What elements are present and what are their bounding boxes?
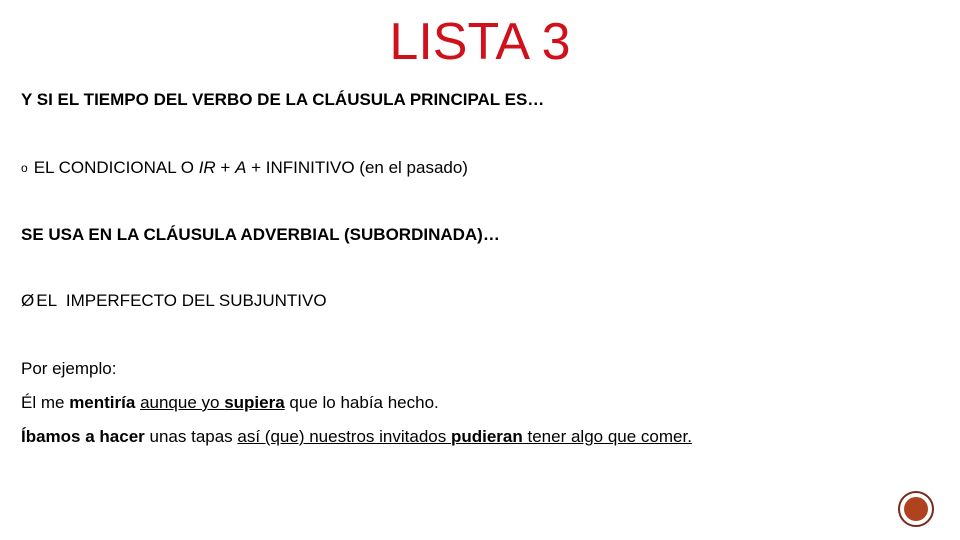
slide-number-circle-icon	[904, 497, 928, 521]
example-label: Por ejemplo:	[21, 359, 117, 378]
example-conjunction-clause: así (que) nuestros invitados	[237, 427, 451, 446]
example-sentence-2	[21, 427, 692, 447]
bullet-text-part: +	[215, 158, 236, 177]
bullet-text-ir: IR	[198, 158, 216, 177]
example-text: Él me	[21, 393, 70, 412]
example-text: que lo había hecho.	[284, 393, 439, 412]
bullet-imperfect-subjunctive	[21, 291, 327, 311]
example-verb-main: mentiría	[69, 393, 136, 412]
example-verb-subjunctive: pudieran	[450, 427, 523, 446]
example-clause-end: tener algo que comer.	[522, 427, 692, 446]
bullet-text: EL IMPERFECTO DEL SUBJUNTIVO	[36, 291, 327, 310]
bullet-text-part: EL CONDICIONAL O	[33, 158, 199, 177]
example-conjunction: aunque yo	[140, 393, 225, 412]
example-sentence-1	[21, 393, 439, 413]
bullet-text-a: A	[235, 158, 247, 177]
bullet-conditional	[21, 158, 468, 178]
circle-bullet-icon: o	[21, 161, 28, 175]
example-verb-main: Íbamos a hacer	[21, 427, 145, 446]
slide-number-badge	[898, 491, 934, 527]
example-text: unas tapas	[144, 427, 238, 446]
example-verb-subjunctive: supiera	[224, 393, 285, 412]
slide-title: LISTA 3	[389, 13, 571, 71]
arrow-bullet-icon: Ø	[21, 291, 35, 310]
heading-main-clause: Y SI EL TIEMPO DEL VERBO DE LA CLÁUSULA PRINCIPAL ES…	[21, 90, 545, 109]
bullet-text-part: + INFINITIVO (en el pasado)	[246, 158, 468, 177]
heading-adverbial-clause: SE USA EN LA CLÁUSULA ADVERBIAL (SUBORDINADA)…	[21, 225, 500, 244]
